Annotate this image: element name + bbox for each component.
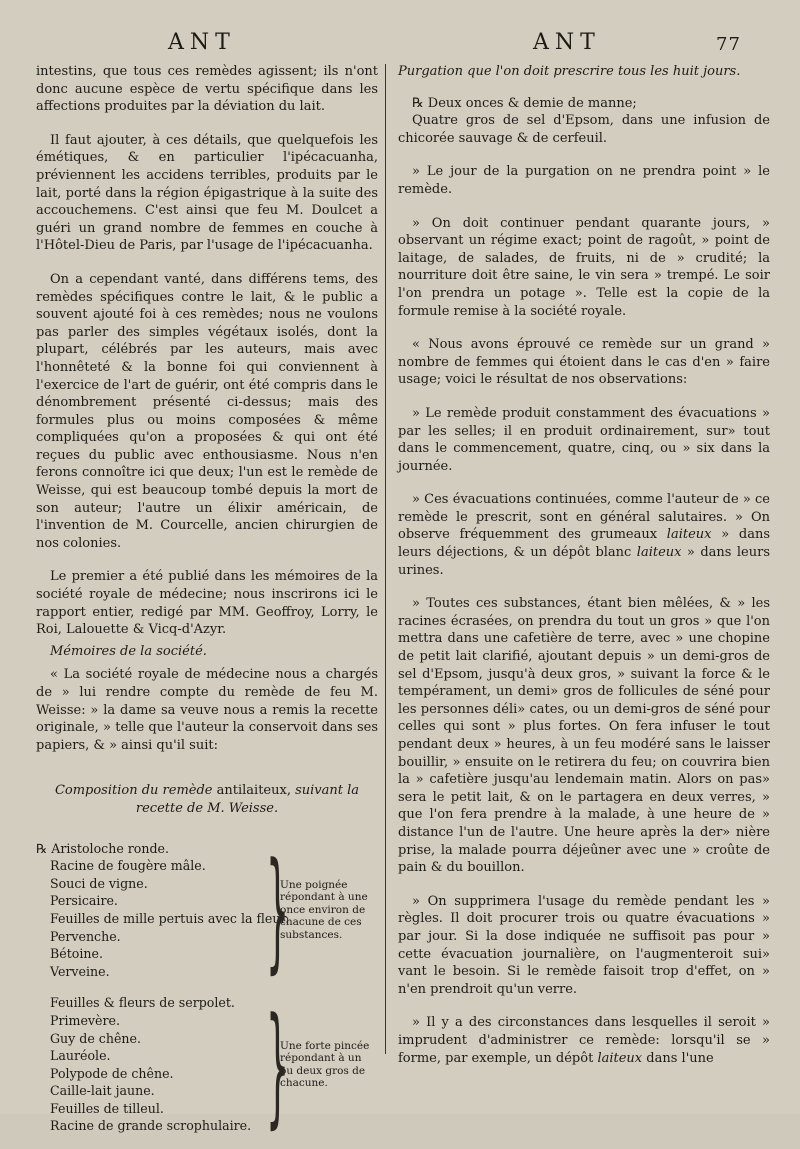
ingredient: Caille-lait jaune.	[50, 1083, 155, 1099]
running-head-right: ANT	[533, 30, 601, 55]
ingredient: Guy de chêne.	[50, 1030, 141, 1046]
column-divider	[385, 64, 386, 1054]
paragraph: On a cependant vanté, dans différens tems, des remèdes spécifiques contre le lait, & le public a souvent ajouté foi à ces remèdes; nous ne voulons pas parler des simples végétaux isolés, dont la plupart, célébrés par les auteurs, mais avec l'honnêteté & la bonne foi qui conviennent à l'exercice de l'art de guérir, ont été compris dans le dénombrement présenté ci-dessus; mais des formules plus ou moins composées & même compliquées qu'on a proposées & qui ont été reçues du public avec enthousiasme. Nous n'en ferons connoître ici que deux; l'un est le remède de Weisse, qui est beaucoup tombé depuis la mort de son auteur; l'autre un élixir américain, de l'invention de M. Courcelle, ancien chirurgien de nos colonies.	[36, 271, 378, 551]
ingredient: Feuilles & fleurs de serpolet.	[50, 995, 235, 1011]
paragraph: intestins, que tous ces remèdes agissent; ils n'ont donc aucune espèce de vertu spécifique dans les affections produites par la déviation du lait.	[36, 64, 378, 115]
text-run: » Ces évacuations continuées, comme l'auteur de » ce remède le prescrit, sont en général salutaires. » On observe fréquemment des grumeaux	[398, 492, 770, 543]
ingredient: Primevère.	[50, 1012, 120, 1028]
running-head-left: ANT	[168, 30, 236, 55]
quoted-paragraph: « La société royale de médecine nous a chargés de » lui rendre compte du remède de feu M. Weisse: » la dame sa veuve nous a remis la recette originale, » telle que l'auteur la conservoit dans ses papiers, & » ainsi qu'il suit:	[36, 667, 378, 753]
paragraph: « Nous avons éprouvé ce remède sur un grand » nombre de femmes qui étoient dans le cas d'en » faire usage; voici le résultat de nos observations:	[398, 337, 770, 388]
ingredient: Souci de vigne.	[50, 875, 148, 891]
paragraph	[398, 491, 770, 579]
ingredient: Feuilles de tilleul.	[50, 1100, 164, 1116]
paragraph	[398, 1014, 770, 1067]
brace-icon: }	[266, 833, 290, 986]
paragraph: Le premier a été publié dans les mémoires de la société royale de médecine; nous inscrirons ici le rapport entier, redigé par MM. Geoffroy, Lorry, le Roi, Lalouette & Vicq-d'Azyr.	[36, 569, 378, 638]
paragraph: » On supprimera l'usage du remède pendant les » règles. Il doit procurer trois ou quatre évacuations » par jour. Si la dose indiquée ne suffisoit pas pour » cette évacuation journalière, on l'augmenteroit sui» vant le besoin. Si le remède faisoit trop d'effet, on » n'en prendroit qu'un verre.	[398, 893, 770, 997]
prescription-group-1	[36, 833, 378, 986]
ingredient: ℞ Aristoloche ronde.	[36, 840, 170, 856]
left-column	[36, 63, 378, 1149]
paragraph: » Le remède produit constamment des évacuations » par les selles; il en produit ordinairement, sur» tout dans le commencement, quatre, cinq, ou » six dans la journée.	[398, 405, 770, 474]
title-part: antilaiteux,	[216, 783, 291, 799]
title-part: Composition du remède	[54, 783, 213, 799]
paragraph: » Toutes ces substances, étant bien mêlées, & » les racines écrasées, on prendra du tout un gros » que l'on mettra dans une cafetière de terre, avec » une chopine de petit lait clarifié, ajoutant depuis » un demi-gros de sel d'Epsom, jusqu'à deux gros, » suivant la force & le tempérament, un demi» gros de follicules de séné pour les personnes déli» cates, ou un demi-gros de séné pour celles qui sont » plus fortes. On fera infuser le tout pendant deux » heures, à un feu modéré sans le laisser bouillir, » ensuite on le retirera du feu; on couvrira bien la » cafetière jusqu'au lendemain matin. Alors on pas» sera le petit lait, & on le partagera en deux verres, » que l'on fera prendre à la malade, à une heure de » distance l'un de l'autre. Une heure après la der» nière prise, la malade pourra déjeûner avec une » croûte de pain & du bouillon.	[398, 596, 770, 876]
ingredient-list	[36, 840, 290, 981]
paragraph: » On doit continuer pendant quarante jours, » observant un régime exact; point de ragoût, » point de laitage, de salades, de fruits, ni de » crudité; la nourriture doit être saine, le vin sera » trempé. Le soir l'on prendra un potage ». Telle est la copie de la formule remise à la société royale.	[398, 215, 770, 319]
ingredient: Pervenche.	[50, 928, 121, 944]
section-heading: Mémoires de la société.	[50, 643, 207, 659]
dosage-note: Une forte pincée répondant à un ou deux gros de chacune.	[280, 1039, 370, 1090]
ingredient: Bétoine.	[50, 946, 103, 962]
text-run: dans l'une	[646, 1050, 714, 1066]
brace-icon: }	[266, 988, 290, 1141]
text-run: laiteux	[597, 1050, 643, 1066]
text-run: » dans leurs déjections, & un dépôt blanc	[398, 527, 771, 561]
ingredient: Verveine.	[50, 963, 110, 979]
title-part: suivant la recette de M. Weisse.	[135, 783, 360, 816]
ingredient: Persicaire.	[50, 893, 118, 909]
page-number: 77	[716, 34, 741, 55]
dosage-note: Une poignée répondant à une once environ de chacune de ces substances.	[280, 878, 368, 941]
ingredient: Racine de grande scrophulaire.	[50, 1118, 252, 1134]
text-run: laiteux	[636, 545, 682, 561]
prescription-line: Quatre gros de sel d'Epsom, dans une infusion de chicorée sauvage & de cerfeuil.	[398, 113, 770, 146]
text-run: » dans leurs urines.	[398, 545, 770, 578]
right-column	[398, 63, 770, 1083]
ingredient: Feuilles de mille pertuis avec la fleur.	[50, 910, 290, 926]
composition-title	[36, 782, 378, 817]
paragraph: » Le jour de la purgation on ne prendra point » le remède.	[398, 164, 770, 197]
ingredient: Lauréole.	[50, 1048, 111, 1064]
text-run: » Il y a des circonstances dans lesquelles il seroit » imprudent d'administrer ce remède: lorsqu'il se » forme, par exemple, un dépôt	[398, 1015, 770, 1066]
ingredient: Racine de fougère mâle.	[50, 858, 206, 874]
ingredient: Polypode de chêne.	[50, 1065, 174, 1081]
section-heading: Purgation que l'on doit prescrire tous les huit jours.	[398, 64, 741, 79]
text-run: laiteux	[666, 527, 712, 543]
prescription-line: ℞ Deux onces & demie de manne;	[412, 95, 637, 111]
paragraph: Il faut ajouter, à ces détails, que quelquefois les émétiques, & en particulier l'ipécacuanha, préviennent les accidens terribles, produits par le lait, porté dans la région épigastrique à la suite des accouchemens. C'est ainsi que feu M. Doulcet a guéri un grand nombre de femmes en couche à l'Hôtel-Dieu de Paris, par l'usage de l'ipécacuanha.	[36, 132, 378, 254]
